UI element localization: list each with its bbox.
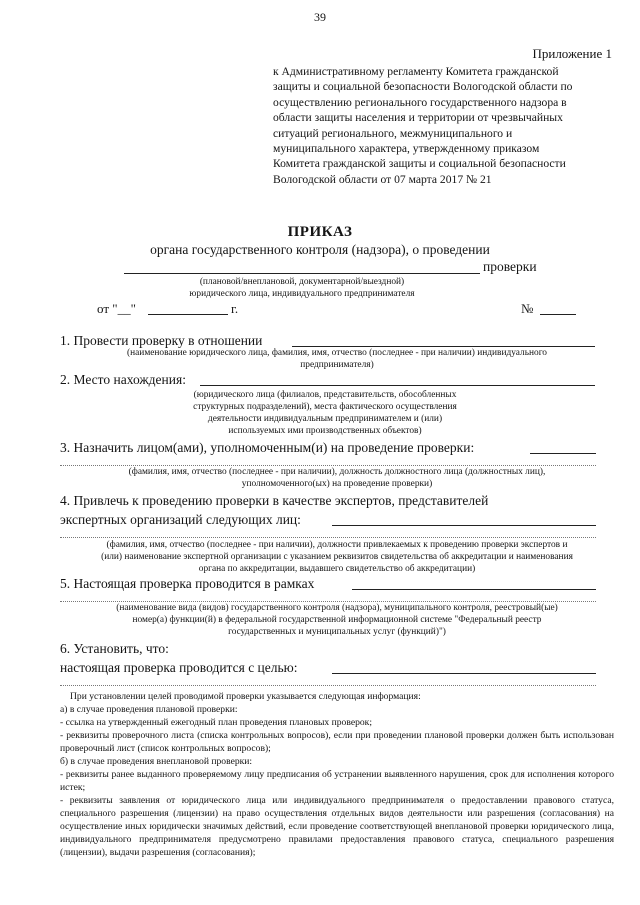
appendix-title: Приложение 1 <box>532 46 612 61</box>
item-3-hint: (фамилия, имя, отчество (последнее - при наличии), должность должностного лица (должностных лиц), <box>128 467 546 477</box>
item-5-blank-line <box>60 601 596 602</box>
number-label: № <box>521 301 534 316</box>
item-4-label: экспертных организаций следующих лиц: <box>60 512 301 527</box>
appendix-line: осуществлению регионального государственного надзора в <box>273 95 567 109</box>
appendix-line: Комитета гражданской защиты и социальной безопасности <box>273 157 566 171</box>
item-3-label: 3. Назначить лицом(ами), уполномоченным(и) на проведение проверки: <box>60 440 475 455</box>
item-5-hint: государственных и муниципальных услуг (функций)") <box>228 627 446 637</box>
check-word: проверки <box>483 259 537 274</box>
date-prefix: от "__" <box>97 301 136 316</box>
page-number: 39 <box>314 10 326 24</box>
subject-type-hint: юридического лица, индивидуального предпринимателя <box>189 289 415 299</box>
item-2-hint: деятельности индивидуальным предпринимателем и (или) <box>207 414 443 424</box>
footer-line: - ссылка на утвержденный ежегодный план проведения плановых проверок; <box>60 717 372 728</box>
item-2-label: 2. Место нахождения: <box>60 372 186 387</box>
footer-line: - реквизиты ранее выданного проверяемому лицу предписания об устранении выявленного нарушения, срок для исполнения которого истек; <box>60 769 614 793</box>
date-month-blank <box>148 314 228 315</box>
item-1-label: 1. Провести проверку в отношении <box>60 333 263 348</box>
footer-line: а) в случае проведения плановой проверки: <box>60 704 238 715</box>
item-2-hint: структурных подразделений), места фактического осуществления <box>193 402 457 412</box>
item-4-blank-line <box>60 537 596 538</box>
date-suffix: г. <box>231 301 239 316</box>
footer-line: - реквизиты проверочного листа (списка контрольных вопросов), если при проведении плановой проверки должен быть использован проверочный лист (список контрольных вопросов); <box>60 730 614 754</box>
item-4-hint: (или) наименование экспертной организации с указанием реквизитов свидетельства об аккредитации и наименования <box>101 552 573 562</box>
item-4-label: 4. Привлечь к проведению проверки в качестве экспертов, представителей <box>60 493 489 508</box>
appendix-line: защиты и социальной безопасности Вологодской области по <box>273 80 573 94</box>
item-6-label: настоящая проверка проводится с целью: <box>60 660 298 675</box>
document-title: ПРИКАЗ <box>287 224 353 240</box>
appendix-text <box>273 64 618 187</box>
appendix-line: области защиты населения и территории от чрезвычайных <box>273 111 563 125</box>
appendix-line: муниципального характера, утвержденному приказом <box>273 142 540 156</box>
appendix-line: Вологодской области от 07 марта 2017 № 21 <box>273 172 492 186</box>
footer-line: При установлении целей проводимой проверки указывается следующая информация: <box>70 691 421 702</box>
item-5-hint: номер(а) функции(й) в федеральной государственной информационной системе "Федеральный реестр <box>132 615 542 625</box>
item-3-blank <box>530 453 596 454</box>
footer-line: - реквизиты заявления от юридического лица или индивидуального предпринимателя о предоставлении правового статуса, специального разрешения (лицензии) на право осуществления отдельных видов деятельности или разрешения (согласования) на осуществление иных юридически значимых действий, если проведение соответствующей внеплановой проверки юридического лица, индивидуального предпринимателя предусмотрено правилами предоставления правового статуса, специального разрешения (лицензии), выдачи разрешения (согласования); <box>60 795 614 858</box>
item-5-hint: (наименование вида (видов) государственного контроля (надзора), муниципального контроля, реестровый(ые) <box>116 603 558 613</box>
footer-line: б) в случае проведения внеплановой проверки: <box>60 756 253 767</box>
item-6-blank-line <box>60 685 596 686</box>
item-5-blank <box>352 589 596 590</box>
footer-note <box>60 690 614 859</box>
item-6-label: 6. Установить, что: <box>60 641 169 656</box>
item-6-blank <box>332 673 596 674</box>
item-4-blank <box>332 525 596 526</box>
item-2-blank <box>200 385 595 386</box>
number-blank <box>540 314 576 315</box>
item-1-hint: (наименование юридического лица, фамилия, имя, отчество (последнее - при наличии) индивидуального <box>127 348 547 358</box>
check-type-hint: (плановой/внеплановой, документарной/выездной) <box>199 277 405 287</box>
check-type-blank <box>124 273 480 274</box>
item-1-hint: предпринимателя) <box>300 360 374 370</box>
appendix-line: ситуаций регионального, межмуниципального и <box>273 126 513 140</box>
item-1-blank <box>292 346 595 347</box>
document-subtitle: органа государственного контроля (надзора), о проведении <box>150 242 490 257</box>
item-3-hint: уполномоченного(ых) на проведение проверки) <box>241 479 433 489</box>
item-2-hint: (юридического лица (филиалов, представительств, обособленных <box>193 390 457 400</box>
item-4-hint: (фамилия, имя, отчество (последнее - при наличии), должности привлекаемых к проведению проверки экспертов и <box>106 540 568 550</box>
appendix-line: к Административному регламенту Комитета гражданской <box>273 65 559 78</box>
item-3-blank-line <box>60 465 596 466</box>
item-2-hint: используемых ими производственных объектов) <box>228 426 422 436</box>
item-4-hint: органа по аккредитации, выдавшего свидетельство об аккредитации) <box>198 564 476 574</box>
item-5-label: 5. Настоящая проверка проводится в рамках <box>60 576 315 591</box>
